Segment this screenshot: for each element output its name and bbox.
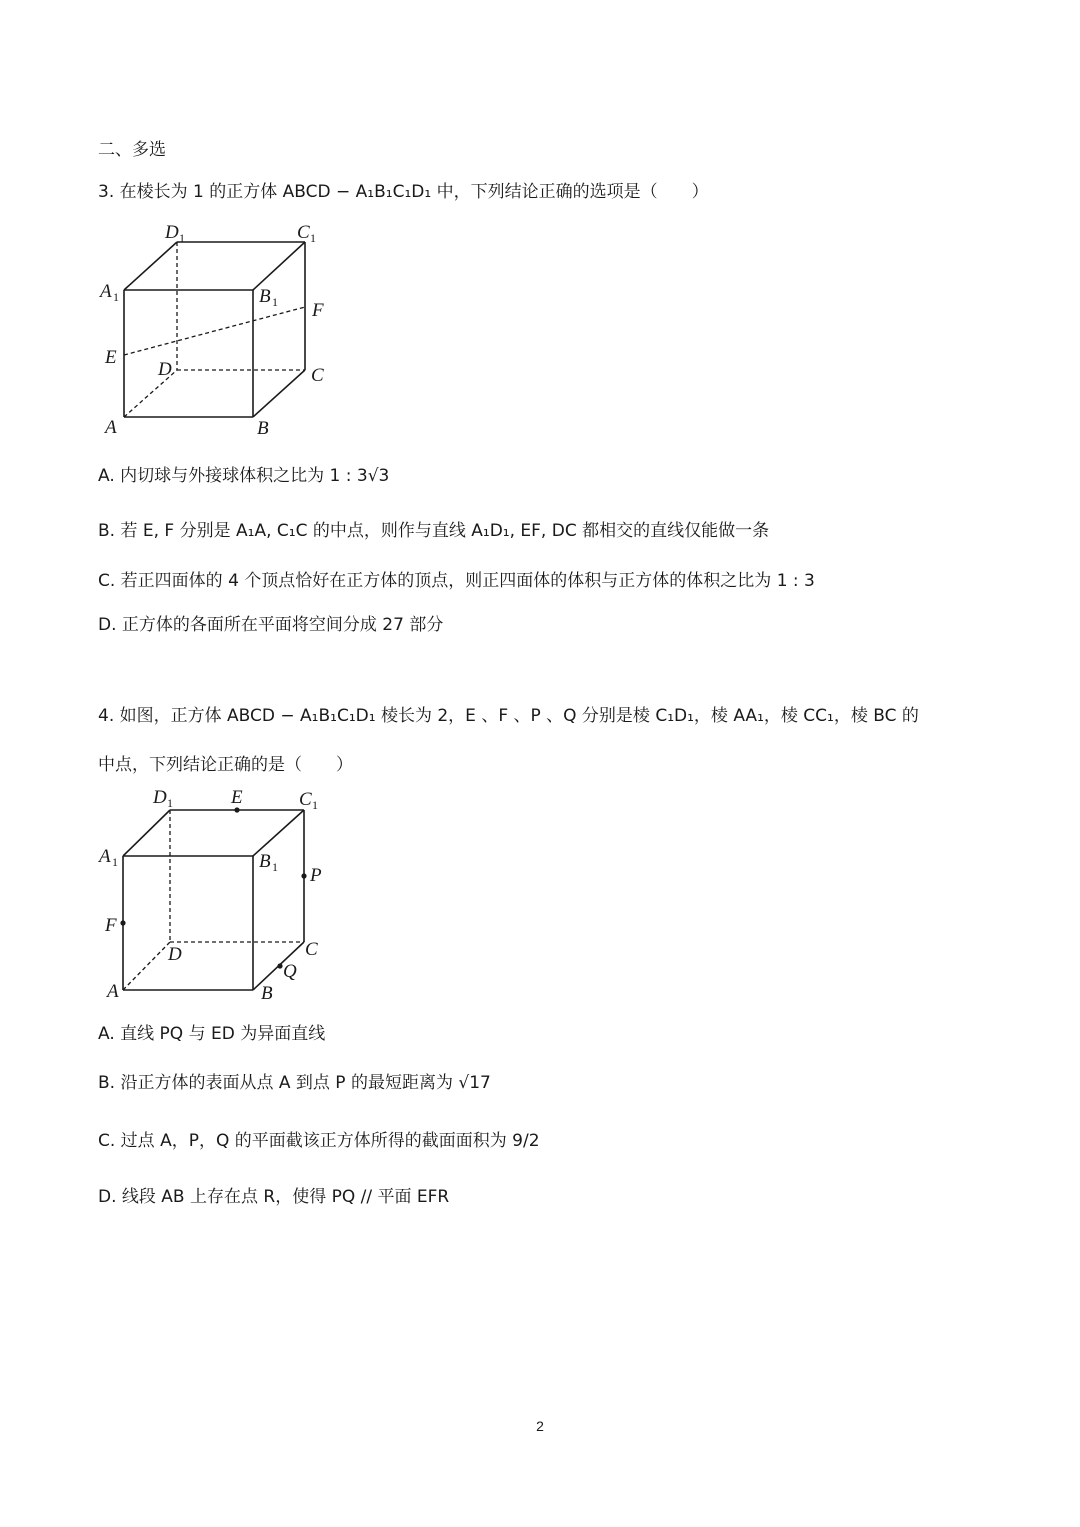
q4-cube-figure	[95, 783, 345, 1012]
point-q	[277, 963, 282, 968]
label-c: C	[305, 939, 318, 960]
label-a1: A	[100, 281, 112, 302]
point-f	[120, 920, 125, 925]
q4-cube-diagram	[95, 783, 345, 1008]
edge-a1-d1	[124, 242, 177, 290]
edge-b-c	[253, 370, 305, 417]
label-d1: D	[153, 787, 167, 808]
point-p	[301, 873, 306, 878]
q4-stem-line2: 中点，下列结论正确的是（ ）	[98, 755, 353, 775]
q3-option-b: B. 若 E, F 分别是 A₁A, C₁C 的中点，则作与直线 A₁D₁, EF, DC 都相交的直线仅能做一条	[98, 521, 770, 541]
label-c1: C	[297, 222, 310, 243]
q3-option-c: C. 若正四面体的 4 个顶点恰好在正方体的顶点，则正四面体的体积与正方体的体积之比为 1 : 3	[98, 571, 815, 591]
q3-cube-figure	[95, 215, 345, 449]
svg-text:1: 1	[113, 290, 119, 304]
label-a: A	[107, 981, 119, 1002]
label-b: B	[257, 418, 269, 439]
label-d1: D	[165, 222, 179, 243]
label-e: E	[105, 347, 117, 368]
hidden-edge-a-d	[123, 942, 170, 990]
edge-b1-c1	[253, 810, 304, 856]
label-d: D	[158, 359, 172, 380]
q4-option-a: A. 直线 PQ 与 ED 为异面直线	[98, 1024, 326, 1044]
label-f: F	[105, 915, 117, 936]
q4-option-b: B. 沿正方体的表面从点 A 到点 P 的最短距离为 √17	[98, 1073, 491, 1093]
label-b: B	[261, 983, 273, 1004]
segment-ef	[124, 307, 305, 355]
q3-stem: 3. 在棱长为 1 的正方体 ABCD − A₁B₁C₁D₁ 中，下列结论正确的选项是（ ）	[98, 182, 709, 202]
label-c: C	[311, 365, 324, 386]
label-e: E	[231, 787, 243, 808]
point-e	[234, 807, 239, 812]
label-f: F	[312, 300, 324, 321]
svg-text:1: 1	[112, 855, 118, 869]
q3-cube-diagram	[95, 215, 345, 445]
edge-a1-d1	[123, 810, 170, 856]
q4-stem-line1: 4. 如图，正方体 ABCD − A₁B₁C₁D₁ 棱长为 2，E 、F 、P 、Q 分别是棱 C₁D₁，棱 AA₁，棱 CC₁，棱 BC 的	[98, 706, 919, 726]
svg-text:1: 1	[272, 295, 278, 309]
section-title: 二、多选	[98, 140, 166, 160]
label-d: D	[168, 944, 182, 965]
edge-b1-c1	[253, 242, 305, 290]
label-b1: B	[259, 851, 271, 872]
page-number: 2	[536, 1418, 544, 1434]
label-b1: B	[259, 286, 271, 307]
label-c1: C	[299, 789, 312, 810]
q4-option-c: C. 过点 A，P，Q 的平面截该正方体所得的截面面积为 9/2	[98, 1131, 540, 1151]
label-q: Q	[283, 961, 297, 982]
label-a: A	[105, 417, 117, 438]
svg-text:1: 1	[272, 860, 278, 874]
q3-option-a: A. 内切球与外接球体积之比为 1 : 3√3	[98, 466, 390, 486]
svg-text:1: 1	[179, 231, 185, 245]
svg-text:1: 1	[310, 231, 316, 245]
label-p: P	[310, 865, 322, 886]
svg-text:1: 1	[312, 798, 318, 812]
svg-text:1: 1	[167, 796, 173, 810]
q4-option-d: D. 线段 AB 上存在点 R，使得 PQ // 平面 EFR	[98, 1187, 450, 1207]
label-a1: A	[99, 846, 111, 867]
q3-option-d: D. 正方体的各面所在平面将空间分成 27 部分	[98, 615, 444, 635]
